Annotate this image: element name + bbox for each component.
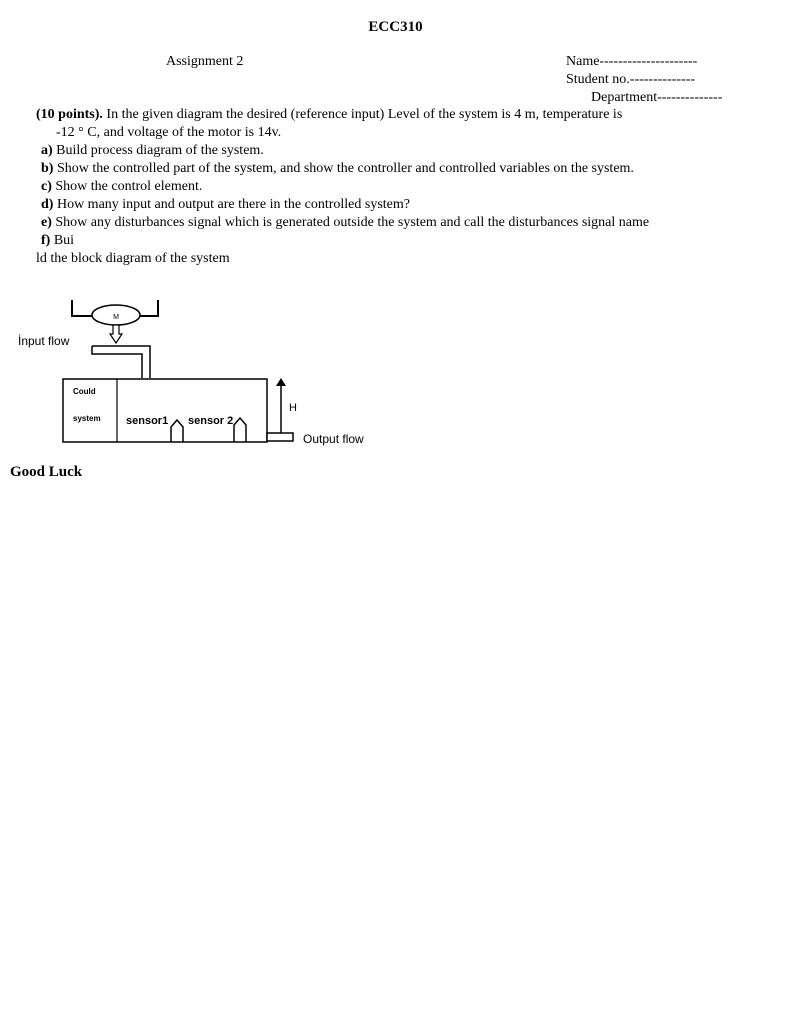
- sensor2-label: sensor 2: [188, 415, 234, 427]
- question-intro-text: In the given diagram the desired (reference input) Level of the system is 4 m, temperature is: [102, 107, 623, 122]
- question-item-b: [41, 160, 634, 178]
- course-code-title: ECC310: [368, 19, 423, 35]
- question-intro: [36, 106, 622, 124]
- input-pipe-inner: [92, 346, 142, 378]
- height-label: H: [289, 402, 297, 414]
- question-intro-line2: -12 ° C, and voltage of the motor is 14v.: [56, 125, 282, 140]
- output-flow-label: Output flow: [303, 432, 364, 446]
- motor-right-bracket: [140, 300, 158, 316]
- item-label: e): [41, 215, 52, 230]
- system-label: system: [73, 414, 101, 423]
- student-number-field-line: Student no.--------------: [566, 72, 696, 87]
- could-label: Could: [73, 387, 96, 396]
- question-item-f-continuation: ld the block diagram of the system: [36, 251, 230, 266]
- motor-label: M: [113, 314, 119, 321]
- department-field-line: Department--------------: [591, 90, 723, 105]
- assignment-label: Assignment 2: [166, 54, 244, 69]
- height-arrow-up-icon: [276, 378, 286, 386]
- input-flow-label: İnput flow: [18, 334, 70, 348]
- closing-message: Good Luck: [10, 464, 83, 480]
- item-text: Bui: [50, 233, 75, 248]
- question-item-d: [41, 196, 410, 214]
- item-text: Show the control element.: [51, 179, 203, 194]
- item-label: d): [41, 197, 54, 212]
- motor-down-arrow-icon: [110, 325, 122, 343]
- item-label: c): [41, 179, 52, 194]
- item-text: Show the controlled part of the system, and show the controller and controlled variables on the system.: [53, 161, 634, 176]
- item-text: Show any disturbances signal which is generated outside the system and call the disturbances signal name: [51, 215, 650, 230]
- motor-left-bracket: [72, 300, 92, 316]
- question-item-f: [41, 232, 74, 250]
- question-item-e: [41, 214, 649, 232]
- item-label: a): [41, 143, 53, 158]
- item-label: b): [41, 161, 54, 176]
- item-text: Build process diagram of the system.: [52, 143, 264, 158]
- question-item-c: [41, 178, 202, 196]
- item-label: f): [41, 233, 51, 248]
- sensor1-label: sensor1: [126, 415, 169, 427]
- process-diagram: [0, 290, 400, 450]
- item-text: How many input and output are there in the controlled system?: [53, 197, 410, 212]
- question-points: (10 points).: [36, 107, 103, 122]
- name-field-line: Name---------------------: [566, 54, 698, 69]
- output-pipe: [267, 433, 293, 441]
- question-item-a: [41, 142, 264, 160]
